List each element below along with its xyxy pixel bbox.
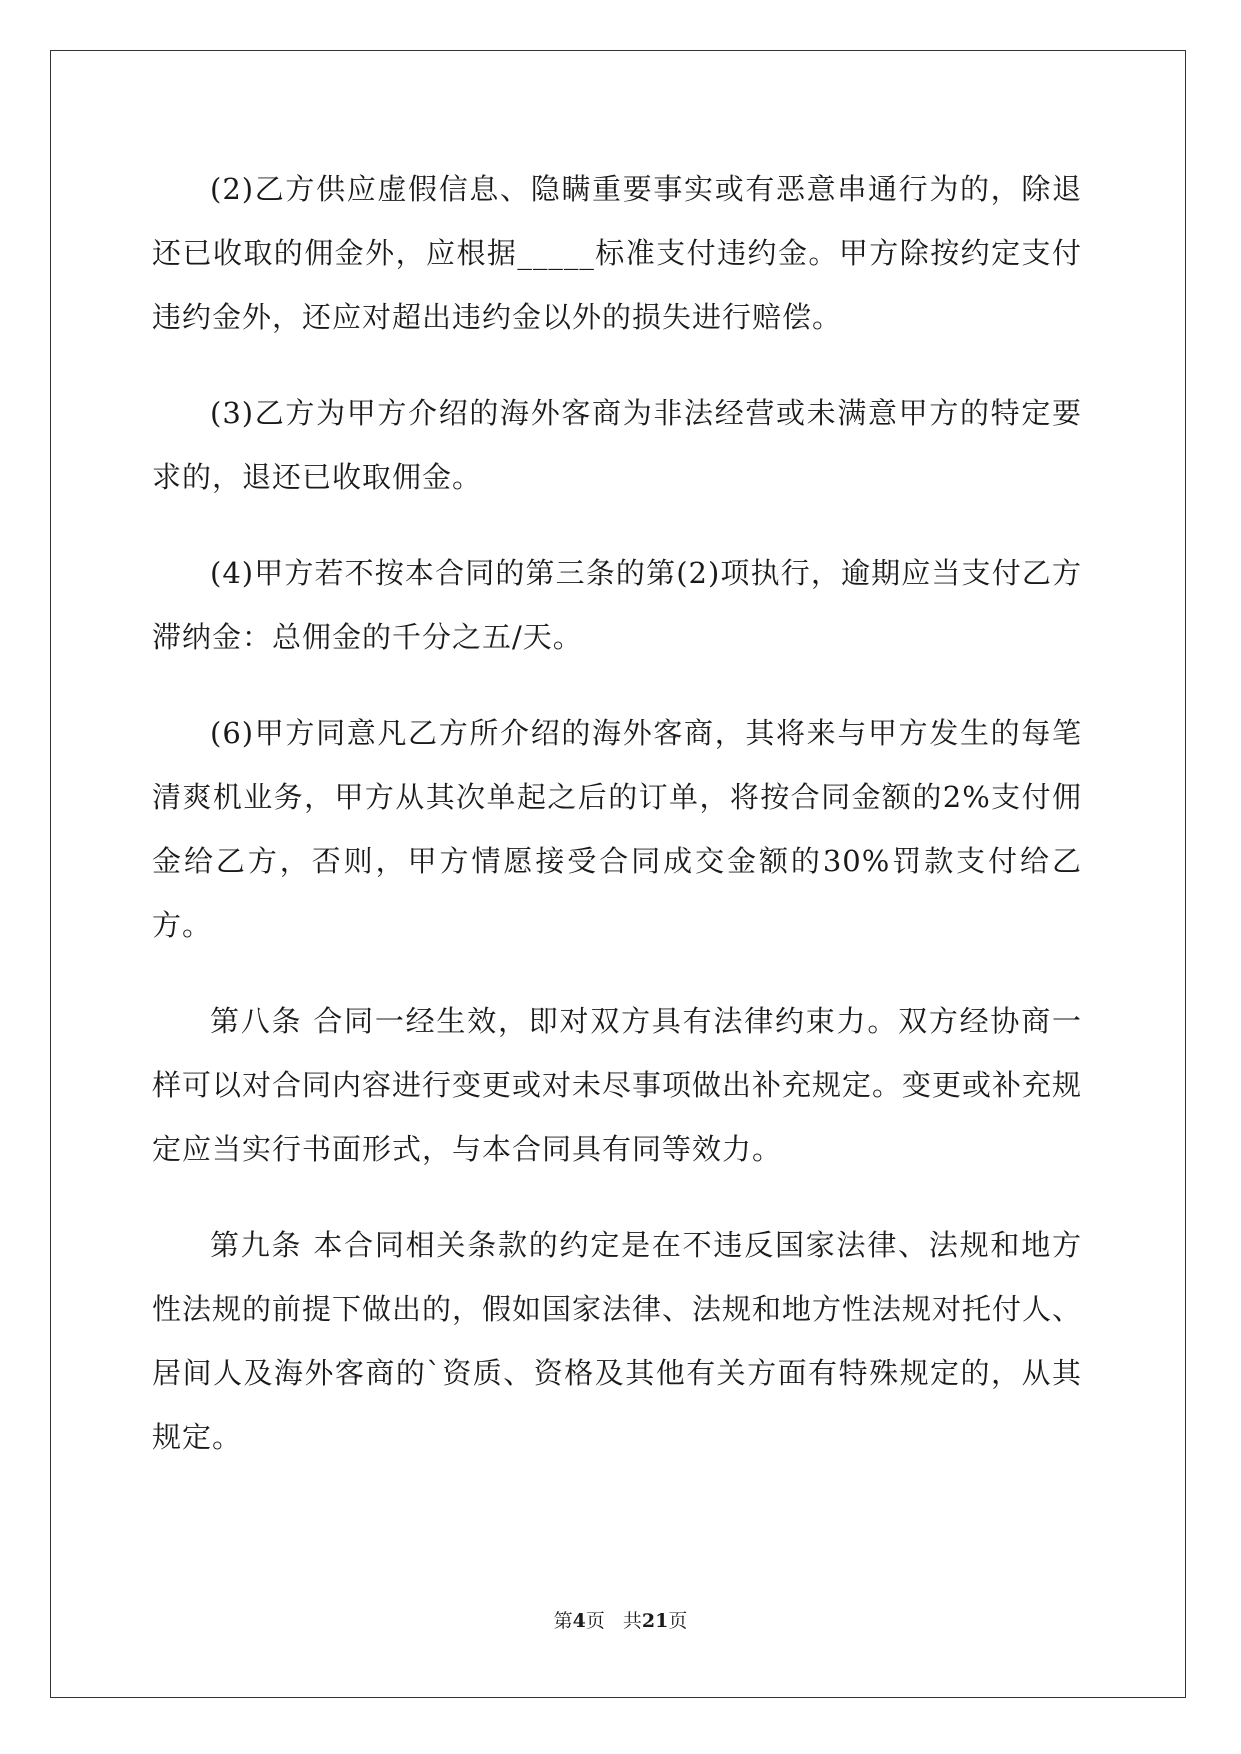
footer-prefix: 第 <box>553 1610 573 1632</box>
current-page-number: 4 <box>572 1610 586 1632</box>
document-body <box>152 157 1082 1501</box>
paragraph-clause-2: (2)乙方供应虚假信息、隐瞒重要事实或有恶意串通行为的，除退还已收取的佣金外，应根据_____标准支付违约金。甲方除按约定支付违约金外，还应对超出违约金以外的损失进行赔偿。 <box>152 172 1082 334</box>
page-footer <box>0 1606 1241 1633</box>
footer-total-suffix: 页 <box>668 1610 688 1632</box>
paragraph-clause-4: (4)甲方若不按本合同的第三条的第(2)项执行，逾期应当支付乙方滞纳金：总佣金的千分之五/天。 <box>152 556 1082 654</box>
paragraph-article-9: 第九条 本合同相关条款的约定是在不违反国家法律、法规和地方性法规的前提下做出的，假如国家法律、法规和地方性法规对托付人、居间人及海外客商的`资质、资格及其他有关方面有特殊规定的，从其规定。 <box>152 1228 1083 1454</box>
paragraph-clause-6: (6)甲方同意凡乙方所介绍的海外客商，其将来与甲方发生的每笔清爽机业务，甲方从其次单起之后的订单，将按合同金额的2%支付佣金给乙方，否则，甲方情愿接受合同成交金额的30%罚款支付给乙方。 <box>152 716 1082 942</box>
paragraph-article-8: 第八条 合同一经生效，即对双方具有法律约束力。双方经协商一样可以对合同内容进行变更或对未尽事项做出补充规定。变更或补充规定应当实行书面形式，与本合同具有同等效力。 <box>152 1004 1083 1166</box>
footer-page-suffix: 页 <box>585 1610 605 1632</box>
total-pages-number: 21 <box>641 1610 669 1632</box>
paragraph-clause-3: (3)乙方为甲方介绍的海外客商为非法经营或未满意甲方的特定要求的，退还已收取佣金。 <box>152 396 1082 494</box>
footer-total-prefix: 共 <box>622 1610 642 1632</box>
